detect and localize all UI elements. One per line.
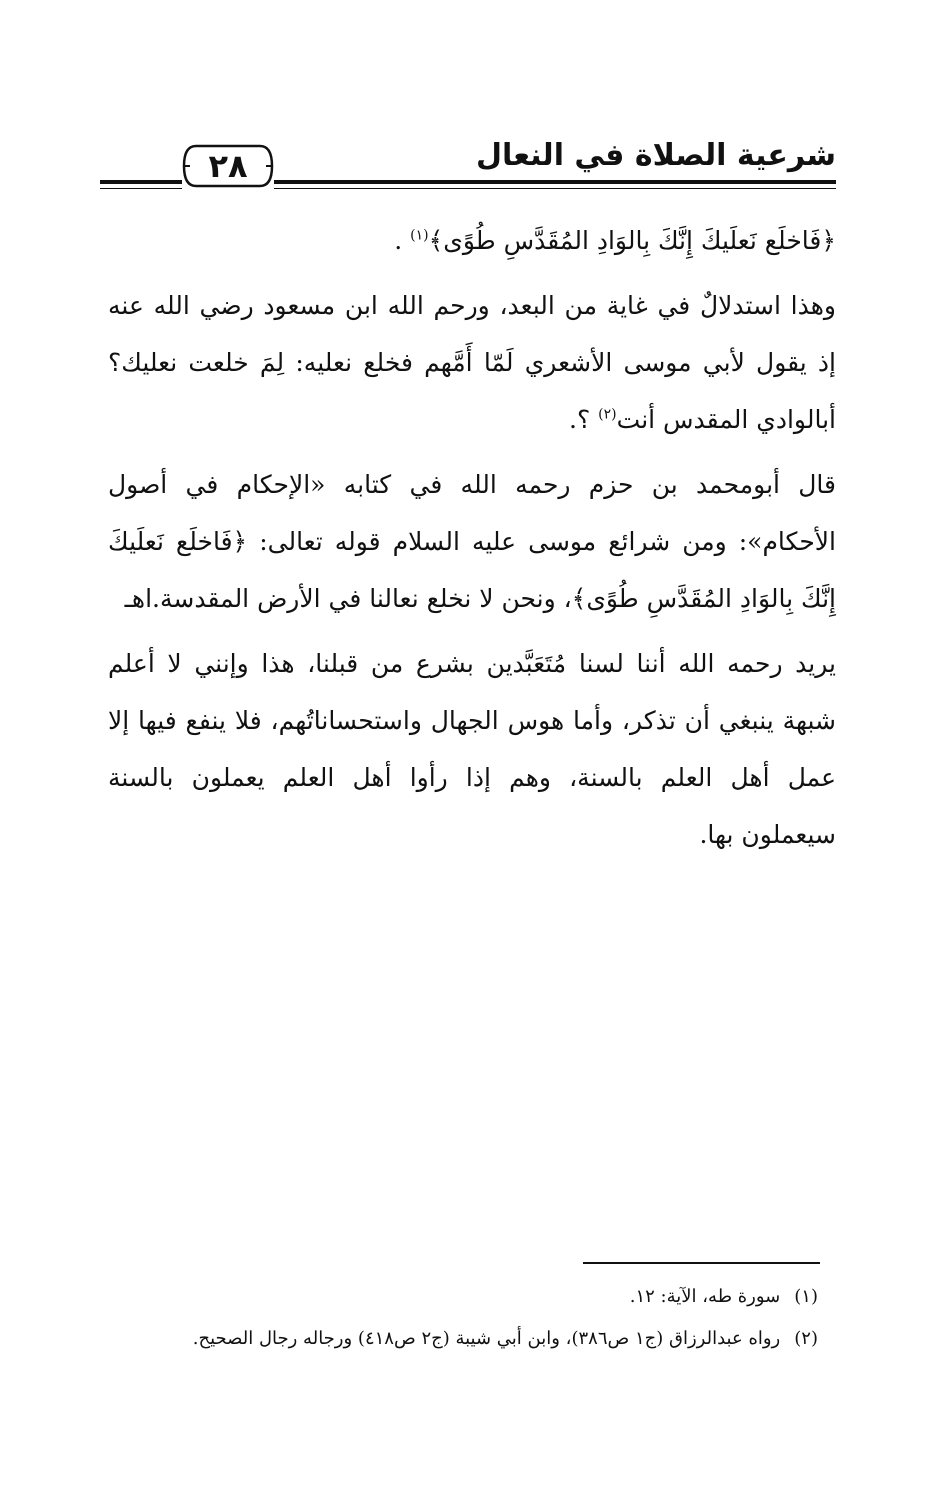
running-title: شرعية الصلاة في النعال [475, 138, 836, 173]
footnote-number: (١) [794, 1286, 818, 1307]
footnote-text: سورة طه، الآية: ١٢. [629, 1286, 781, 1307]
footnote-item [108, 1318, 818, 1360]
paragraph-3: قال أبومحمد بن حزم رحمه الله في كتابه «الإحكام في أصول الأحكام»: ومن شرائع موسى عليه السلام قوله تعالى: ﴿فَاخلَع نَعلَيكَ إِنَّكَ بِالوَادِ المُقَدَّسِ طُوًى﴾، ونحن لا نخلع نعالنا في الأرض المقدسة.اهـ [108, 470, 836, 613]
footnote-number: (٢) [794, 1328, 818, 1349]
footnotes [108, 1276, 818, 1360]
paragraph-verse [108, 212, 836, 269]
quran-verse: ﴿فَاخلَع نَعلَيكَ إِنَّكَ بِالوَادِ المُقَدَّسِ طُوًى﴾ [428, 226, 836, 255]
footnote-text: رواه عبدالرزاق (ج١ ص٣٨٦)، وابن أبي شيبة (ج٢ ص٤١٨) ورجاله رجال الصحيح. [192, 1328, 781, 1349]
paragraph-2-end: ؟. [569, 405, 599, 434]
footnote-item [108, 1276, 818, 1318]
paragraph-4: يريد رحمه الله أننا لسنا مُتَعَبَّدين بشرع من قبلنا، هذا وإنني لا أعلم شبهة ينبغي أن تذكر، وأما هوس الجهال واستحساناتُهم، فلا ينفع فيها إلا عمل أهل العلم بالسنة، وهم إذا رأوا أهل العلم يعملون بالسنة سيعملون بها. [108, 649, 836, 849]
footnote-separator [583, 1262, 820, 1264]
page-header [100, 110, 836, 200]
page-number-badge [182, 140, 274, 192]
paragraph-end: . [394, 226, 411, 255]
footnote-ref-2: (٢) [598, 406, 617, 423]
paragraph-2-text: وهذا استدلالٌ في غاية من البعد، ورحم الله ابن مسعود رضي الله عنه إذ يقول لأبي موسى الأشعري لَمّا أَمَّهم فخلع نعليه: لِمَ خلعت نعليك؟ أبالوادي المقدس أنت [108, 291, 836, 434]
footnote-ref-1: (١) [410, 227, 429, 244]
paragraph-2 [108, 277, 836, 448]
main-text [108, 212, 836, 871]
page-number: ٢٨ [208, 147, 248, 185]
